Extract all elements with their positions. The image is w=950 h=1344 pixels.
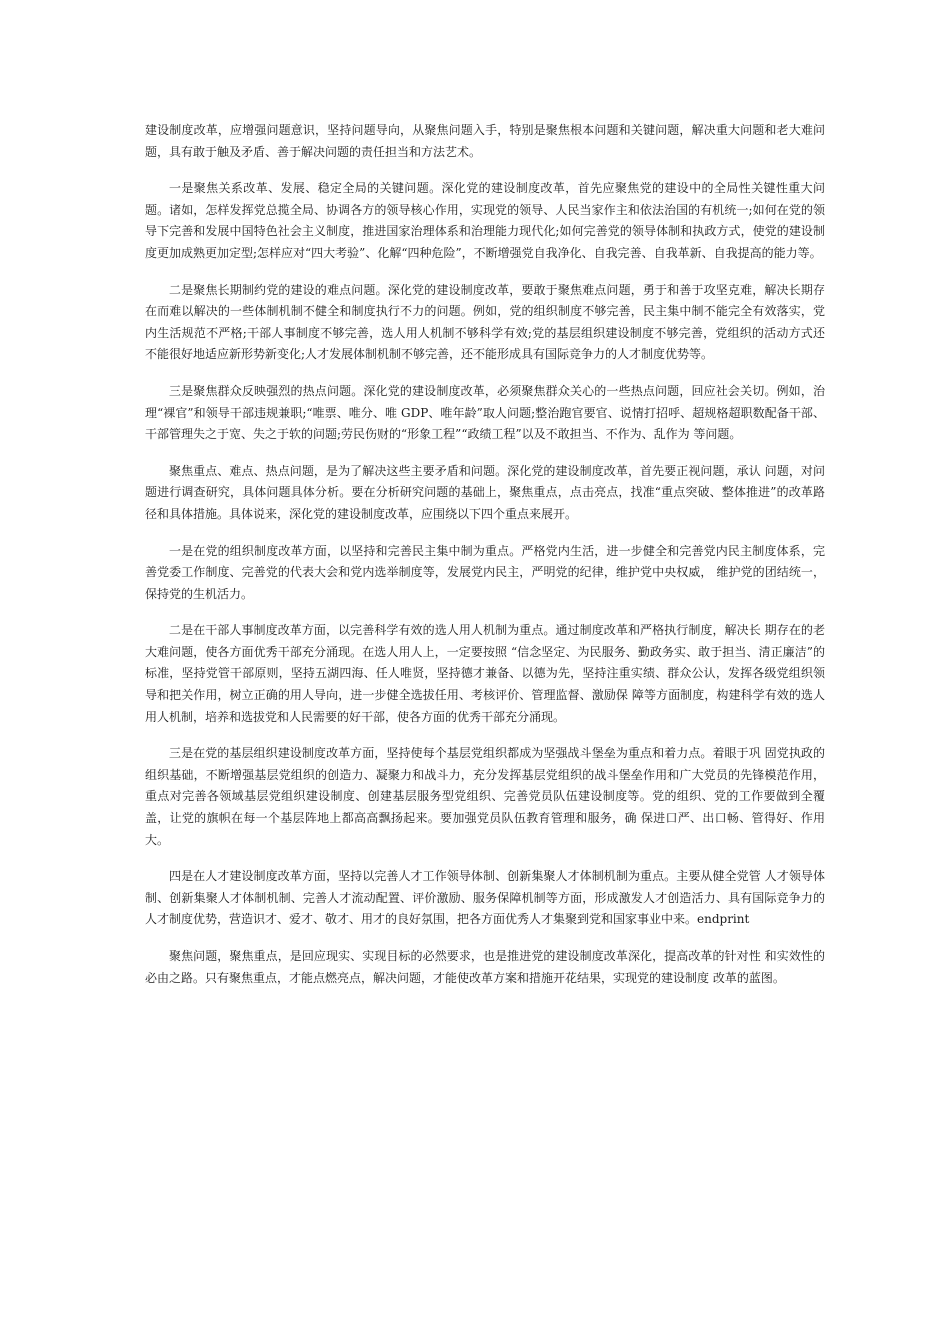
paragraph-grassroots-reform: 三是在党的基层组织建设制度改革方面，坚持使每个基层党组织都成为坚强战斗堡垒为重点和着力点。着眼于巩 固党执政的组织基础，不断增强基层党组织的创造力、凝聚力和战斗力，充分发挥基层党组织的战斗堡垒作用和广大党员的先锋模范作用，重点对完善各领域基层党组织建设制度、创建基层服务型党组织、完善党员队伍建设制度等。党的组织、党的工作要做到全覆盖，让党的旗帜在每一个基层阵地上都高高飘扬起来。要加强党员队伍教育管理和服务，确 保进口严、出口畅、管得好、作用大。 (145, 746, 825, 847)
paragraph-difficult-issues: 二是聚焦长期制约党的建设的难点问题。深化党的建设制度改革，要敢于聚焦难点问题，勇于和善于攻坚克难，解决长期存在而难以解决的一些体制机制不健全和制度执行不力的问题。例如，党的组织制度不够完善，民主集中制不能完全有效落实，党内生活规范不严格;干部人事制度不够完善，选人用人机制不够科学有效;党的基层组织建设制度不够完善，党组织的活动方式还不能很好地适应新形势新变化;人才发展体制机制不够完善，还不能形成具有国际竞争力的人才制度优势等。 (145, 282, 825, 362)
paragraph-personnel-reform: 二是在干部人事制度改革方面，以完善科学有效的选人用人机制为重点。通过制度改革和严格执行制度，解决长 期存在的老大难问题，使各方面优秀干部充分涌现。在选人用人上，一定要按照 “信念坚定、为民服务、勤政务实、敢于担当、清正廉洁”的标准，坚持党管干部原则，坚持五湖四海、任人唯贤，坚持德才兼备、以德为先，坚持注重实绩、群众公认，发挥各级党组织领导和把关作用，树立正确的用人导向，进一步健全选拔任用、考核评价、管理监督、激励保 障等方面制度，构建科学有效的选人用人机制，培养和选拔党和人民需要的好干部，使各方面的优秀干部充分涌现。 (145, 623, 825, 724)
paragraph-conclusion: 聚焦问题，聚焦重点，是回应现实、实现目标的必然要求，也是推进党的建设制度改革深化，提高改革的针对性 和实效性的必由之路。只有聚焦重点，才能点燃亮点，解决问题，才能使改革方案和措施开花结果，实现党的建设制度 改革的蓝图。 (145, 949, 825, 985)
paragraph-hot-issues: 三是聚焦群众反映强烈的热点问题。深化党的建设制度改革，必须聚焦群众关心的一些热点问题，回应社会关切。例如，治理“裸官”和领导干部违规兼职;“唯票、唯分、唯 GDP、唯年龄”取人问题;整治跑官要官、说情打招呼、超规格超职数配备干部、干部管理失之于宽、失之于软的问题;劳民伤财的“形象工程”“政绩工程”以及不敢担当、不作为、乱作为 等问题。 (145, 383, 825, 442)
paragraph-organization-reform: 一是在党的组织制度改革方面，以坚持和完善民主集中制为重点。严格党内生活，进一步健全和完善党内民主制度体系，完善党委工作制度、完善党的代表大会和党内选举制度等，发展党内民主，严明党的纪律，维护党中央权威， 维护党的团结统一，保持党的生机活力。 (145, 543, 825, 601)
document-body (145, 120, 825, 1004)
paragraph-intro-continuation: 建设制度改革，应增强问题意识，坚持问题导向，从聚焦问题入手，特别是聚焦根本问题和关键问题，解决重大问题和老大难问题，具有敢于触及矛盾、善于解决问题的责任担当和方法艺术。 (145, 123, 825, 159)
paragraph-focus-summary: 聚焦重点、难点、热点问题，是为了解决这些主要矛盾和问题。深化党的建设制度改革，首先要正视问题，承认 问题，对问题进行调查研究，具体问题具体分析。要在分析研究问题的基础上，聚焦重点，点击亮点，找准“重点突破、整体推进”的改革路径和具体措施。具体说来，深化党的建设制度改革，应围绕以下四个重点来展开。 (145, 463, 825, 521)
paragraph-talent-reform: 四是在人才建设制度改革方面，坚持以完善人才工作领导体制、创新集聚人才体制机制为重点。主要从健全党管 人才领导体制、创新集聚人才体制机制、完善人才流动配置、评价激励、服务保障机制等方面，形成激发人才创造活力、具有国际竞争力的人才制度优势，营造识才、爱才、敬才、用才的良好氛围，把各方面优秀人才集聚到党和国家事业中来。endprint (145, 869, 825, 927)
paragraph-key-issues: 一是聚焦关系改革、发展、稳定全局的关键问题。深化党的建设制度改革，首先应聚焦党的建设中的全局性关键性重大问题。诸如，怎样发挥党总揽全局、协调各方的领导核心作用，实现党的领导、人民当家作主和依法治国的有机统一;如何在党的领导下完善和发展中国特色社会主义制度，推进国家治理体系和治理能力现代化;如何完善党的领导体制和执政方式，使党的建设制度更加成熟更加定型;怎样应对“四大考验”、化解“四种危险”，不断增强党自我净化、自我完善、自我革新、自我提高的能力等。 (145, 181, 825, 260)
